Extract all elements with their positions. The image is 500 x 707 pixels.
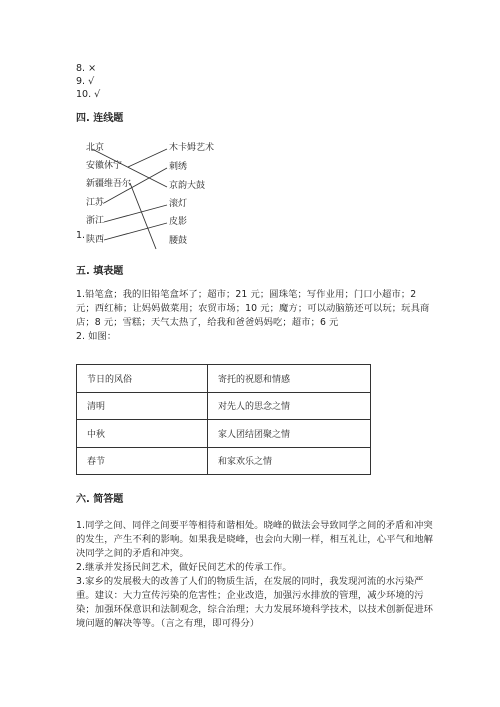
section-5-answer-1: 1.铅笔盒；我的旧铅笔盒坏了；超市；21 元；圆珠笔；写作业用；门口小超市；2 元；西红柿；让妈妈做菜用；农贸市场；10 元；魔方；可以动脑筋还可以玩；玩具商店；8 元；雪糕；天气太热了，给我和爸爸妈妈吃；超市；6 元: [76, 289, 430, 328]
match-right-6: 腰鼓: [169, 236, 188, 246]
match-line-zhejiang: [104, 205, 167, 222]
table-row: [77, 392, 371, 420]
table-cell: 春节: [77, 447, 208, 475]
section-6-answer-2: 2.继承并发扬民间艺术，做好民间艺术的传承工作。: [76, 562, 292, 573]
match-right-3: 京韵大鼓: [169, 181, 206, 191]
table-cell: 对先人的思念之情: [208, 392, 371, 420]
section-6-text: [76, 519, 436, 631]
table-cell: 家人团结团聚之情: [208, 420, 371, 448]
match-right-2: 刺绣: [169, 162, 188, 172]
table-cell: 和家欢乐之情: [208, 447, 371, 475]
match-left-1: 北京: [86, 143, 105, 153]
section-5-answer-2: 2. 如图：: [76, 331, 117, 342]
answer-10: 10. √: [76, 89, 101, 100]
table-row: [77, 447, 371, 475]
matching-diagram: [76, 138, 276, 256]
table-row: [77, 420, 371, 448]
section-6-answer-3: 3.家乡的发展极大的改善了人们的物质生活，在发展的同时，我发现河流的水污染严重。建议：大力宣传污染的危害性；企业改造，加强污水排放的管理，减少环境的污染；加强环保意识和法制观念，综合治理；大力发展环境科学技术，以技术创新促进环境问题的解决等等。（言之有理，即可得分）: [76, 576, 434, 629]
table-row: [77, 365, 371, 393]
section-5-title: 五. 填表题: [76, 266, 124, 277]
section-6-title: 六. 简答题: [76, 494, 124, 505]
match-left-5: 浙江: [86, 216, 105, 226]
match-left-2: 安徽休宁: [86, 161, 123, 171]
match-right-5: 皮影: [169, 217, 188, 227]
match-question-number: 1.: [76, 230, 86, 241]
match-left-3: 新疆维吾尔: [86, 179, 132, 189]
match-left-4: 江苏: [86, 198, 105, 208]
match-right-1: 木卡姆艺术: [169, 143, 215, 153]
festival-table: [76, 364, 371, 475]
section-4-title: 四. 连线题: [76, 113, 124, 124]
match-right-4: 滚灯: [169, 199, 188, 209]
answer-9: 9. √: [76, 76, 95, 87]
table-cell: 中秋: [77, 420, 208, 448]
answer-8: 8. ×: [76, 63, 97, 74]
table-cell: 节日的风俗: [77, 365, 208, 393]
section-6-answer-1: 1.同学之间、同伴之间要平等相待和谐相处。晓峰的做法会导致同学之间的矛盾和冲突的发生，产生不利的影响。如果我是晓峰，也会向大刚一样，相互礼让，心平气和地解决同学之间的矛盾和冲突。: [76, 520, 434, 559]
match-line-anhui: [128, 149, 167, 167]
table-cell: 清明: [77, 392, 208, 420]
table-cell: 寄托的祝愿和情感: [208, 365, 371, 393]
section-5-text: [76, 288, 436, 344]
match-line-shaanxi: [104, 223, 167, 240]
match-line-xinjiang: [130, 183, 156, 249]
match-left-6: 陕西: [86, 235, 105, 245]
